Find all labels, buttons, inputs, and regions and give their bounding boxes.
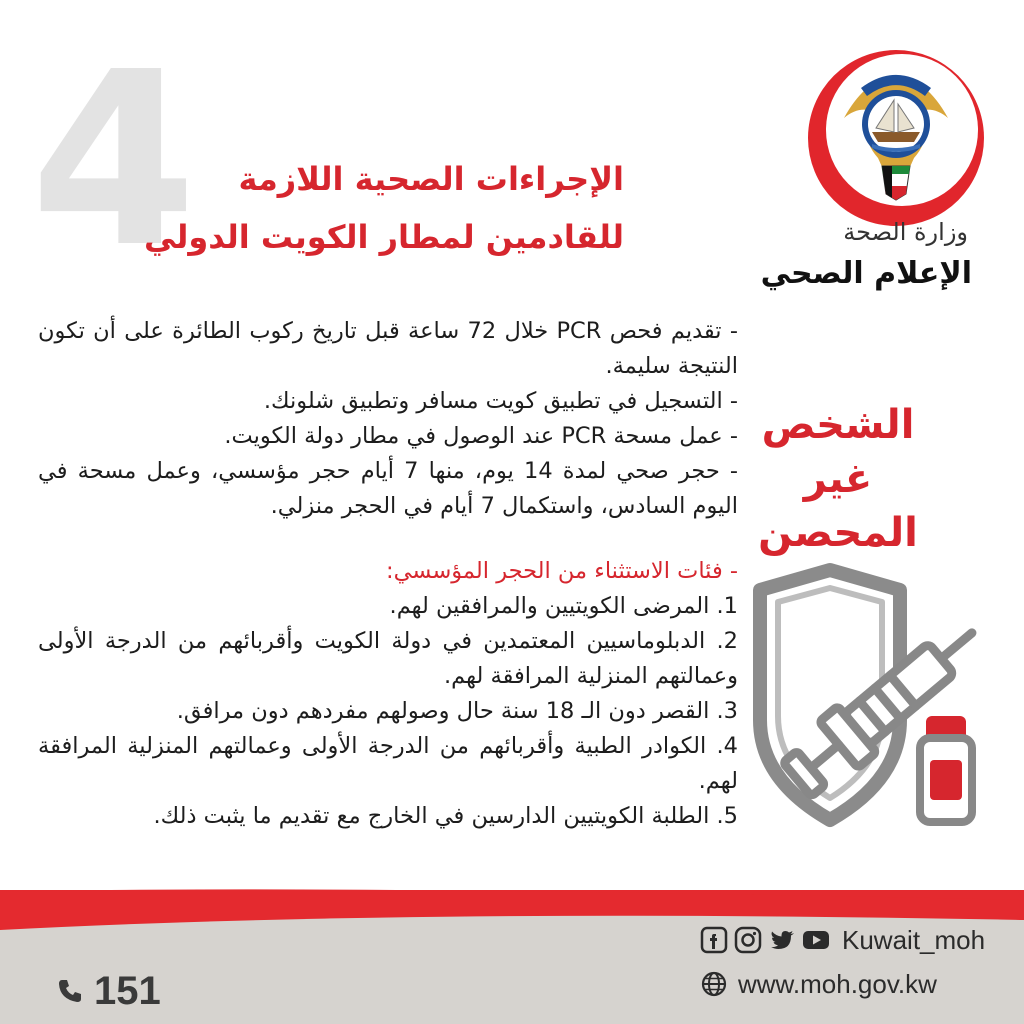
procedure-item: - حجر صحي لمدة 14 يوم، منها 7 أيام حجر مؤسسي، وعمل مسحة في اليوم السادس، واستكمال 7 أيام في الحجر منزلي.	[38, 458, 739, 519]
procedure-item: - تقديم فحص PCR خلال 72 ساعة قبل تاريخ ركوب الطائرة على أن تكون النتيجة سليمة.	[38, 318, 738, 379]
page-title-line2: للقادمين لمطار الكويت الدولي	[143, 218, 624, 256]
exemption-item: 2. الدبلوماسيين المعتمدين في دولة الكويت وأقربائهم من الدرجة الأولى وعمالتهم المنزلية المرافقة لهم.	[38, 628, 738, 689]
step-number: 4	[30, 20, 197, 300]
page-title-line1: الإجراءات الصحية اللازمة	[238, 160, 624, 198]
kuwait-emblem-logo	[806, 48, 986, 228]
procedure-item: - عمل مسحة PCR عند الوصول في مطار دولة الكويت.	[224, 423, 738, 449]
exemptions-heading: - فئات الاستثناء من الحجر المؤسسي:	[386, 558, 738, 584]
phone-icon	[56, 977, 84, 1005]
globe-icon	[700, 970, 728, 998]
shield-vaccine-illustration	[730, 530, 990, 840]
instagram-icon[interactable]	[734, 926, 762, 954]
hotline[interactable]	[56, 966, 161, 1016]
facebook-icon[interactable]	[700, 926, 728, 954]
category-line1: الشخص	[761, 402, 915, 448]
youtube-icon[interactable]	[802, 926, 830, 954]
ministry-name: وزارة الصحة	[843, 218, 968, 246]
twitter-icon[interactable]	[768, 926, 796, 954]
exemption-item: 4. الكوادر الطبية وأقربائهم من الدرجة الأولى وعمالتهم المنزلية المرافقة لهم.	[38, 733, 738, 794]
website-link[interactable]	[700, 966, 937, 1002]
exemption-item: 3. القصر دون الـ 18 سنة حال وصولهم مفردهم دون مرافق.	[176, 698, 738, 724]
social-handle[interactable]: Kuwait_moh	[842, 924, 986, 955]
procedures-text	[38, 314, 738, 834]
social-links[interactable]	[700, 922, 985, 958]
procedure-item: - التسجيل في تطبيق كويت مسافر وتطبيق شلونك.	[263, 388, 738, 414]
exemption-item: 1. المرضى الكويتيين والمرافقين لهم.	[389, 593, 738, 619]
category-line2: غير المحصن	[758, 456, 918, 556]
hotline-number: 151	[94, 968, 161, 1013]
website-url[interactable]: www.moh.gov.kw	[738, 968, 937, 999]
department-name: الإعلام الصحي	[760, 256, 972, 291]
exemption-item: 5. الطلبة الكويتيين الدارسين في الخارج مع تقديم ما يثبت ذلك.	[153, 803, 738, 829]
